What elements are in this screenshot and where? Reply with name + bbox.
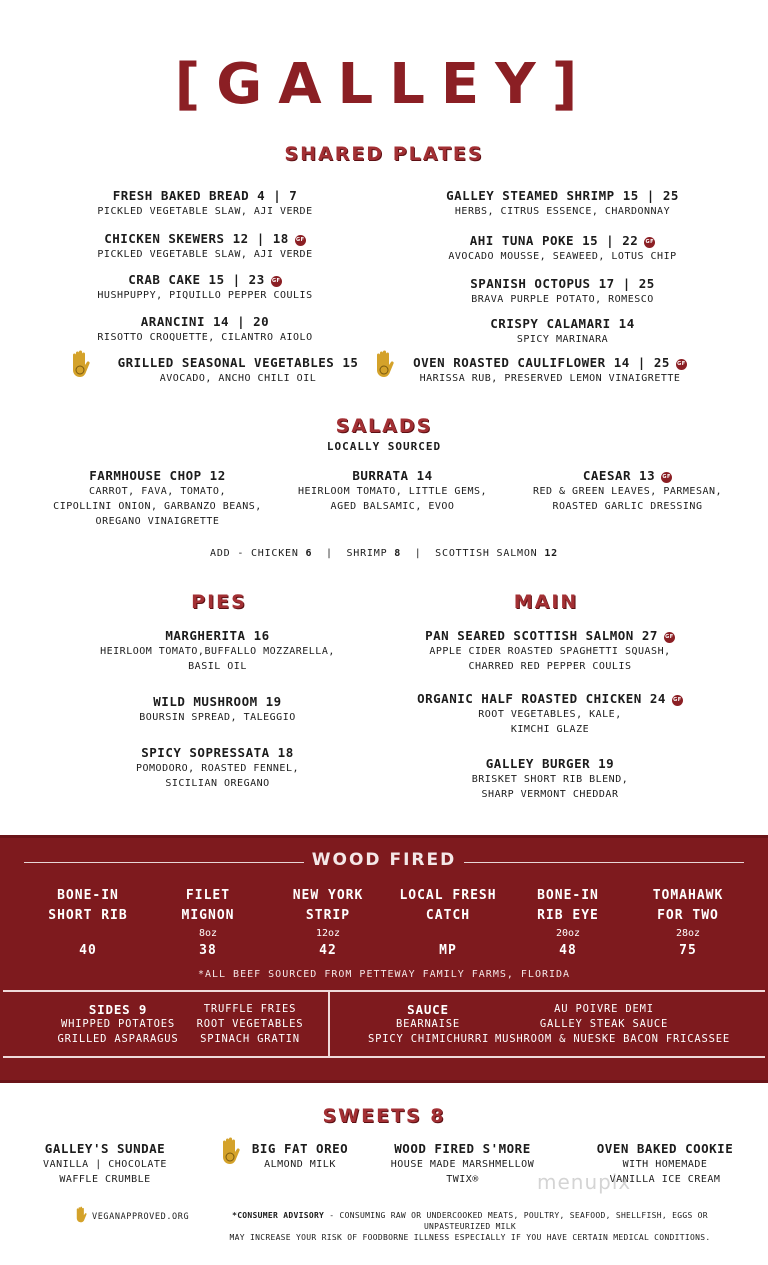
side-item: TRUFFLE FRIES xyxy=(203,1003,297,1015)
item-description: BRISKET SHORT RIB BLEND, xyxy=(471,774,629,785)
item-description: ROASTED GARLIC DRESSING xyxy=(552,501,703,512)
item-description: CIPOLLINI ONION, GARBANZO BEANS, xyxy=(53,501,262,512)
item-description: AVOCADO, ANCHO CHILI OIL xyxy=(159,373,317,384)
item-description: SHARP VERMONT CHEDDAR xyxy=(481,789,619,800)
item-description: BOURSIN SPREAD, TALEGGIO xyxy=(139,712,296,723)
item-description: HEIRLOOM TOMATO, LITTLE GEMS, xyxy=(297,486,488,497)
item-description: WITH HOMEMADE xyxy=(622,1159,708,1170)
item-description: BRAVA PURPLE POTATO, ROMESCO xyxy=(471,294,654,305)
gluten-free-icon: GF xyxy=(672,695,683,706)
cut-name: CATCH xyxy=(425,908,471,923)
item-name: SPICY SOPRESSATA 18 xyxy=(141,745,294,760)
item-description: ROOT VEGETABLES, KALE, xyxy=(478,709,622,720)
steak-cut xyxy=(624,886,752,960)
cut-weight: 12oz xyxy=(315,928,341,939)
sauce-item: MUSHROOM & NUESKE BACON FRICASSEE xyxy=(495,1033,731,1045)
item-name: CAESAR 13 xyxy=(582,468,656,483)
item-description: APPLE CIDER ROASTED SPAGHETTI SQUASH, xyxy=(429,646,671,657)
item-description: VANILLA ICE CREAM xyxy=(609,1174,721,1185)
cut-name: BONE-IN xyxy=(537,888,599,903)
sides-sauce-box xyxy=(3,990,765,1058)
vegan-hand-icon xyxy=(220,1137,242,1173)
item-description: SPICY MARINARA xyxy=(516,334,609,345)
vegan-hand-icon xyxy=(75,1206,88,1228)
sauce-column xyxy=(368,1002,488,1047)
item-description: VANILLA | CHOCOLATE xyxy=(43,1159,167,1170)
steak-cut xyxy=(504,886,632,960)
cut-weight: 28oz xyxy=(675,928,701,939)
cut-weight: 20oz xyxy=(555,928,581,939)
item-description: PICKLED VEGETABLE SLAW, AJI VERDE xyxy=(97,206,313,217)
item-description: ALMOND MILK xyxy=(264,1159,336,1170)
side-item: SPINACH GRATIN xyxy=(200,1033,300,1045)
item-description: CARROT, FAVA, TOMATO, xyxy=(89,486,226,497)
side-item: ROOT VEGETABLES xyxy=(196,1018,304,1030)
item-name: GALLEY'S SUNDAE xyxy=(44,1141,166,1156)
cut-name: FILET xyxy=(185,888,231,903)
cut-name: SHORT RIB xyxy=(48,908,128,923)
menu-item xyxy=(395,316,730,347)
cut-name: LOCAL FRESH xyxy=(399,888,497,903)
menu-item xyxy=(395,276,730,307)
wood-fired-section xyxy=(0,835,768,1083)
vegan-approved-link: VEGANAPPROVED.ORG xyxy=(92,1212,190,1222)
menu-item xyxy=(40,272,370,303)
vegan-hand-icon xyxy=(374,350,396,386)
menu-item xyxy=(510,468,745,514)
sides-column xyxy=(53,1002,183,1047)
sides-heading: SIDES 9 xyxy=(88,1002,148,1017)
item-name: AHI TUNA POKE 15 | 22 xyxy=(469,233,639,248)
gluten-free-icon: GF xyxy=(676,359,687,370)
menu-item xyxy=(60,745,375,791)
item-description: POMODORO, ROASTED FENNEL, xyxy=(135,763,299,774)
item-name: PAN SEARED SCOTTISH SALMON 27 xyxy=(425,628,658,643)
item-name: OVEN ROASTED CAULIFLOWER 14 | 25 xyxy=(413,355,670,370)
item-description: HEIRLOOM TOMATO,BUFFALLO MOZZARELLA, xyxy=(100,646,335,657)
item-description: WAFFLE CRUMBLE xyxy=(59,1174,151,1185)
menu-item xyxy=(395,756,705,802)
menu-item xyxy=(20,1141,190,1187)
cut-price: 40 xyxy=(79,943,97,958)
watermark: menupix xyxy=(537,1170,632,1194)
item-description: HOUSE MADE MARSHMELLOW xyxy=(390,1159,535,1170)
item-description: RISOTTO CROQUETTE, CILANTRO AIOLO xyxy=(97,332,313,343)
menu-item xyxy=(40,314,370,345)
steak-cut xyxy=(144,886,272,960)
item-name: SPANISH OCTOPUS 17 | 25 xyxy=(470,276,655,291)
item-name: OVEN BAKED COOKIE xyxy=(596,1141,734,1156)
item-description: HARISSA RUB, PRESERVED LEMON VINAIGRETTE xyxy=(419,373,681,384)
menu-item xyxy=(395,628,705,674)
item-description: PICKLED VEGETABLE SLAW, AJI VERDE xyxy=(97,249,313,260)
menu-item xyxy=(400,355,700,386)
item-description: AGED BALSAMIC, EVOO xyxy=(330,501,455,512)
sauce-heading: SAUCE xyxy=(407,1002,449,1017)
beef-source-note: *ALL BEEF SOURCED FROM PETTEWAY FAMILY FARMS, FLORIDA xyxy=(197,969,571,980)
cut-name: FOR TWO xyxy=(657,908,719,923)
gluten-free-icon: GF xyxy=(664,632,675,643)
sauce-item: AU POIVRE DEMI xyxy=(554,1003,654,1015)
item-description: HERBS, CITRUS ESSENCE, CHARDONNAY xyxy=(454,206,671,217)
cut-name: STRIP xyxy=(305,908,351,923)
sweets-title: SWEETS 8 xyxy=(322,1105,446,1127)
cut-name: NEW YORK xyxy=(292,888,364,903)
sauce-column xyxy=(495,1002,731,1047)
salads-title: SALADS xyxy=(335,415,433,437)
cut-price: 42 xyxy=(319,943,337,958)
item-name: MARGHERITA 16 xyxy=(165,628,270,643)
item-description: KIMCHI GLAZE xyxy=(510,724,590,735)
item-description: HUSHPUPPY, PIQUILLO PEPPER COULIS xyxy=(97,290,313,301)
item-description: CHARRED RED PEPPER COULIS xyxy=(468,661,632,672)
item-description: SICILIAN OREGANO xyxy=(165,778,270,789)
item-name: FRESH BAKED BREAD 4 | 7 xyxy=(112,188,298,203)
item-name: FARMHOUSE CHOP 12 xyxy=(89,468,226,483)
gluten-free-icon: GF xyxy=(644,237,655,248)
item-description: BASIL OIL xyxy=(188,661,247,672)
side-item: GRILLED ASPARAGUS xyxy=(57,1033,179,1045)
item-name: WOOD FIRED S'MORE xyxy=(394,1141,531,1156)
menu-item xyxy=(40,231,370,262)
menu-item xyxy=(88,355,388,386)
side-item: WHIPPED POTATOES xyxy=(61,1018,175,1030)
vegan-hand-icon xyxy=(70,350,92,386)
cut-weight xyxy=(384,926,512,942)
consumer-advisory: *CONSUMER ADVISORY - CONSUMING RAW OR UNDERCOOKED MEATS, POULTRY, SEAFOOD, SHELLFISH, EGGS OR UNPASTEURIZED MILK MAY INCREASE YOUR RISK OF FOODBORNE ILLNESS ESPECIALLY IF YOU HAVE CERTAIN MEDICAL CONDITIONS. xyxy=(229,1211,711,1242)
cut-name: RIB EYE xyxy=(537,908,599,923)
cut-name: TOMAHAWK xyxy=(652,888,724,903)
cut-price: 38 xyxy=(199,943,217,958)
sides-column xyxy=(185,1002,315,1047)
menu-item xyxy=(395,233,730,264)
menu-item xyxy=(395,691,705,737)
item-name: ARANCINI 14 | 20 xyxy=(140,314,270,329)
menu-item xyxy=(395,188,730,219)
shared-plates-title: SHARED PLATES xyxy=(284,143,484,165)
item-name: BIG FAT OREO xyxy=(251,1141,349,1156)
sauce-item: SPICY CHIMICHURRI xyxy=(368,1033,490,1045)
item-name: ORGANIC HALF ROASTED CHICKEN 24 xyxy=(417,691,666,706)
item-name: GALLEY BURGER 19 xyxy=(485,756,615,771)
main-title: MAIN xyxy=(513,591,579,613)
item-description: RED & GREEN LEAVES, PARMESAN, xyxy=(532,486,723,497)
cut-weight xyxy=(24,926,152,942)
divider xyxy=(328,992,330,1056)
gluten-free-icon: GF xyxy=(271,276,282,287)
salad-addons: ADD - CHICKEN 6 | SHRIMP 8 | SCOTTISH SALMON 12 xyxy=(210,548,558,559)
cut-price: 48 xyxy=(559,943,577,958)
item-name: GALLEY STEAMED SHRIMP 15 | 25 xyxy=(446,188,679,203)
gluten-free-icon: GF xyxy=(661,472,672,483)
item-name: CRAB CAKE 15 | 23 xyxy=(128,272,265,287)
menu-item xyxy=(40,468,275,529)
cut-name: BONE-IN xyxy=(57,888,119,903)
steak-cut xyxy=(264,886,392,960)
item-name: GRILLED SEASONAL VEGETABLES 15 xyxy=(117,355,359,370)
wood-fired-title: WOOD FIRED xyxy=(311,850,457,870)
menu-item xyxy=(370,1141,555,1187)
gluten-free-icon: GF xyxy=(295,235,306,246)
cut-name: MIGNON xyxy=(181,908,235,923)
steak-cut xyxy=(24,886,152,960)
item-name: CHICKEN SKEWERS 12 | 18 xyxy=(104,231,289,246)
menu-item xyxy=(60,694,375,725)
menu-item xyxy=(240,1141,360,1172)
sauce-item: BEARNAISE xyxy=(395,1018,461,1030)
item-description: OREGANO VINAIGRETTE xyxy=(95,516,220,527)
item-name: WILD MUSHROOM 19 xyxy=(153,694,282,709)
item-description: TWIX® xyxy=(446,1174,479,1185)
menu-item xyxy=(275,468,510,514)
cut-price: 75 xyxy=(679,943,697,958)
item-name: BURRATA 14 xyxy=(352,468,433,483)
menu-item xyxy=(40,188,370,219)
menu-item xyxy=(60,628,375,674)
salads-subtitle: LOCALLY SOURCED xyxy=(326,440,442,453)
cut-weight: 8oz xyxy=(198,928,218,939)
item-name: CRISPY CALAMARI 14 xyxy=(490,316,635,331)
item-description: AVOCADO MOUSSE, SEAWEED, LOTUS CHIP xyxy=(448,251,677,262)
steak-cut xyxy=(384,886,512,960)
sauce-item: GALLEY STEAK SAUCE xyxy=(539,1018,669,1030)
cut-price: MP xyxy=(439,943,457,958)
restaurant-logo: [GALLEY] xyxy=(174,52,594,117)
pies-title: PIES xyxy=(191,591,247,613)
